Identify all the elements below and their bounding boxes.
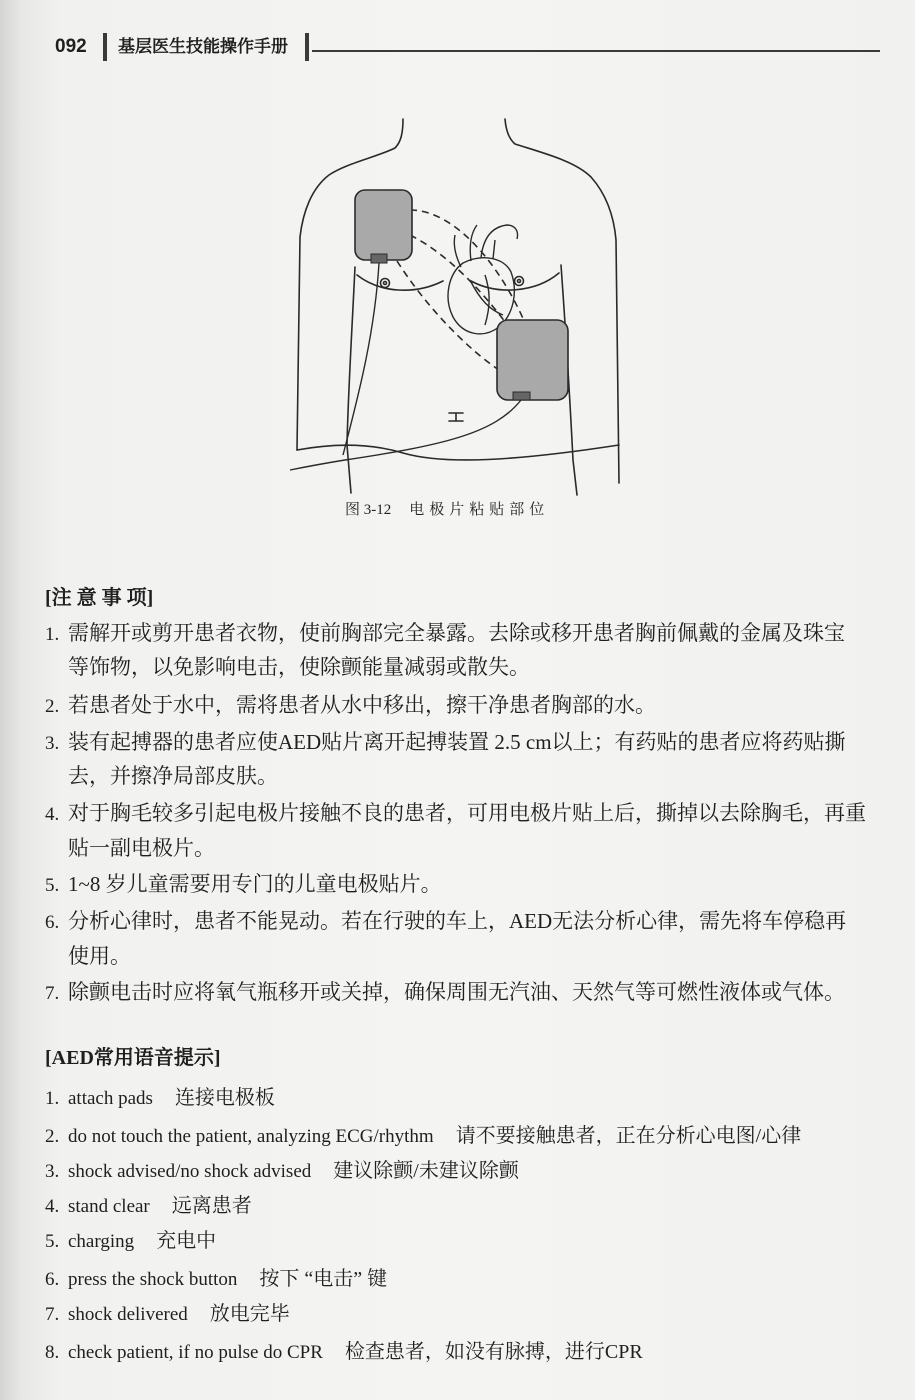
note-line	[45, 619, 845, 647]
note-text: 需解开或剪开患者衣物，使前胸部完全暴露。去除或移开患者胸前佩戴的金属及珠宝	[68, 621, 845, 645]
note-text: 除颤电击时应将氧气瓶移开或关掉，确保周围无汽油、天然气等可燃性液体或气体。	[68, 980, 845, 1004]
notes-heading: [注 意 事 项]	[45, 587, 154, 609]
note-line	[45, 978, 845, 1006]
prompt-number: 5.	[45, 1231, 60, 1252]
prompt-chinese: 建议除颤/未建议除颤	[333, 1160, 519, 1182]
prompt-number: 8.	[45, 1342, 60, 1363]
voice-prompt-item	[45, 1121, 801, 1149]
prompt-english: shock advised/no shock advised	[68, 1161, 312, 1182]
note-number: 2.	[45, 696, 60, 717]
note-number: 4.	[45, 804, 60, 825]
note-line	[45, 907, 846, 935]
electrode-pad-upper	[355, 190, 412, 263]
note-number: 3.	[45, 733, 60, 754]
prompt-number: 4.	[45, 1196, 60, 1217]
voice-prompt-item	[45, 1299, 290, 1327]
prompt-number: 6.	[45, 1269, 60, 1290]
note-text: 若患者处于水中，需将患者从水中移出，擦干净患者胸部的水。	[68, 693, 656, 717]
note-line	[45, 799, 866, 827]
note-number: 6.	[45, 912, 60, 933]
header-rule	[312, 50, 880, 52]
note-line	[45, 870, 442, 898]
prompt-chinese: 充电中	[156, 1230, 217, 1252]
pad-lead-wire	[290, 263, 521, 470]
voice-prompts-heading: [AED常用语音提示]	[45, 1047, 221, 1069]
figure-caption	[345, 500, 549, 520]
voice-prompt-item	[45, 1226, 216, 1254]
heart-drawing	[448, 225, 517, 334]
torso-outline	[297, 119, 619, 495]
prompt-english: do not touch the patient, analyzing ECG/rhythm	[68, 1126, 434, 1147]
caption-number: 图 3-12	[345, 502, 392, 518]
prompt-number: 3.	[45, 1161, 60, 1182]
prompt-chinese: 按下 “电击” 键	[259, 1268, 388, 1290]
prompt-chinese: 请不要接触患者，正在分析心电图/心律	[455, 1125, 802, 1147]
note-number: 7.	[45, 983, 60, 1004]
electrode-pad-lower	[497, 320, 568, 400]
prompt-number: 2.	[45, 1126, 60, 1147]
voice-prompt-item	[45, 1337, 643, 1365]
note-text: 1~8 岁儿童需要用专门的儿童电极贴片。	[68, 872, 442, 896]
note-line	[45, 728, 846, 756]
prompt-chinese: 连接电极板	[174, 1087, 275, 1109]
note-line: 去，并擦净局部皮肤。	[68, 764, 278, 788]
note-line: 等饰物，以免影响电击，使除颤能量减弱或散失。	[68, 655, 530, 679]
page-number: 092	[55, 36, 87, 57]
prompt-chinese: 远离患者	[171, 1195, 252, 1217]
prompt-english: stand clear	[68, 1196, 150, 1217]
note-text: 对于胸毛较多引起电极片接触不良的患者，可用电极片贴上后，撕掉以去除胸毛，再重	[68, 801, 866, 825]
prompt-english: shock delivered	[68, 1304, 188, 1325]
voice-prompt-item	[45, 1156, 519, 1184]
caption-text: 电极片粘贴部位	[409, 502, 550, 518]
prompt-number: 1.	[45, 1088, 60, 1109]
header-divider	[103, 33, 107, 61]
prompt-english: check patient, if no pulse do CPR	[68, 1342, 323, 1363]
prompt-number: 7.	[45, 1304, 60, 1325]
prompt-english: press the shock button	[68, 1269, 238, 1290]
note-text: 装有起搏器的患者应使AED贴片离开起搏装置 2.5 cm以上；有药贴的患者应将药贴撕	[68, 730, 846, 754]
note-number: 5.	[45, 875, 60, 896]
prompt-chinese: 放电完毕	[209, 1303, 290, 1325]
book-title: 基层医生技能操作手册	[118, 37, 288, 56]
electrode-placement-figure	[285, 115, 630, 500]
voice-prompt-item	[45, 1083, 275, 1111]
note-line: 使用。	[68, 944, 131, 968]
voice-prompt-item	[45, 1191, 252, 1219]
note-line	[45, 691, 656, 719]
voice-prompt-item	[45, 1264, 387, 1292]
note-number: 1.	[45, 624, 60, 645]
note-line: 贴一副电极片。	[68, 836, 215, 860]
note-text: 分析心律时，患者不能晃动。若在行驶的车上，AED无法分析心律，需先将车停稳再	[68, 909, 847, 933]
prompt-chinese: 检查患者，如没有脉搏，进行CPR	[344, 1341, 643, 1363]
prompt-english: attach pads	[68, 1088, 153, 1109]
header-divider	[305, 33, 309, 61]
prompt-english: charging	[68, 1231, 135, 1252]
